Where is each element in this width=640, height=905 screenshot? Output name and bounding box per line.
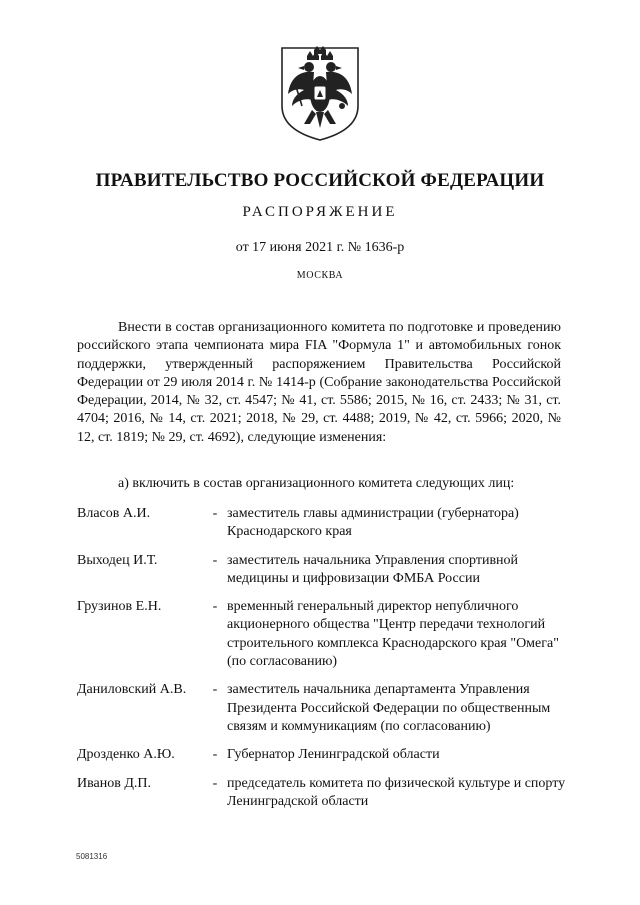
person-role: заместитель начальника Управления спортивной медицины и цифровизации ФМБА России	[227, 552, 519, 586]
coat-of-arms-emblem	[276, 44, 364, 142]
person-name: Грузинов Е.Н.	[77, 599, 162, 615]
person-role: председатель комитета по физической культуре и спорту Ленинградской области	[227, 775, 566, 809]
person-dash: -	[212, 682, 218, 698]
person-entry	[77, 505, 567, 542]
people-list	[77, 505, 567, 821]
person-name: Выходец И.Т.	[77, 552, 158, 568]
person-entry	[77, 681, 567, 736]
person-role: заместитель начальника департамента Управления Президента Российской Федерации по общественным связям и коммуникациям (по согласованию)	[227, 682, 551, 734]
person-dash: -	[212, 747, 218, 763]
person-name: Даниловский А.В.	[77, 682, 187, 698]
government-title: ПРАВИТЕЛЬСТВО РОССИЙСКОЙ ФЕДЕРАЦИИ	[95, 170, 545, 191]
item-a-paragraph: а) включить в состав организационного комитета следующих лиц:	[118, 476, 515, 491]
person-entry	[77, 775, 567, 812]
person-role: временный генеральный директор непубличного акционерного общества "Центр передачи технологий строительного комплекса Краснодарского края "Омега" (по согласованию)	[227, 599, 559, 670]
document-id: 5081316	[76, 852, 108, 861]
person-dash: -	[212, 506, 218, 521]
person-dash: -	[212, 775, 218, 791]
intro-paragraph: Внести в состав организационного комитета по подготовке и проведению российского этапа чемпионата мира FIA "Формула 1" и автомобильных гонок поддержки, утвержденный распоряжением Правительства Российской Федерации от 29 июля 2014 г. № 1414-р (Собрание законодательства Российской Федерации, 2014, № 32, ст. 4547; № 41, ст. 5586; 2015, № 16, ст. 2433; № 31, ст. 4704; 2016, № 14, ст. 2021; 2018, № 29, ст. 4488; 2019, № 42, ст. 5966; 2020, № 12, ст. 1819; № 29, ст. 4692), следующие изменения:	[77, 320, 561, 445]
person-dash: -	[212, 599, 218, 615]
person-role: заместитель главы администрации (губернатора) Краснодарского края	[227, 506, 519, 540]
person-dash: -	[212, 552, 218, 568]
person-name: Власов А.И.	[77, 506, 151, 521]
person-name: Иванов Д.П.	[77, 775, 152, 791]
document-city: МОСКВА	[296, 270, 344, 281]
document-date-number: от 17 июня 2021 г. № 1636-р	[235, 240, 405, 255]
person-entry	[77, 746, 567, 764]
person-entry	[77, 598, 567, 671]
person-entry	[77, 552, 567, 589]
person-name: Дрозденко А.Ю.	[77, 747, 175, 763]
person-role: Губернатор Ленинградской области	[227, 747, 440, 763]
document-type: РАСПОРЯЖЕНИЕ	[242, 204, 398, 220]
